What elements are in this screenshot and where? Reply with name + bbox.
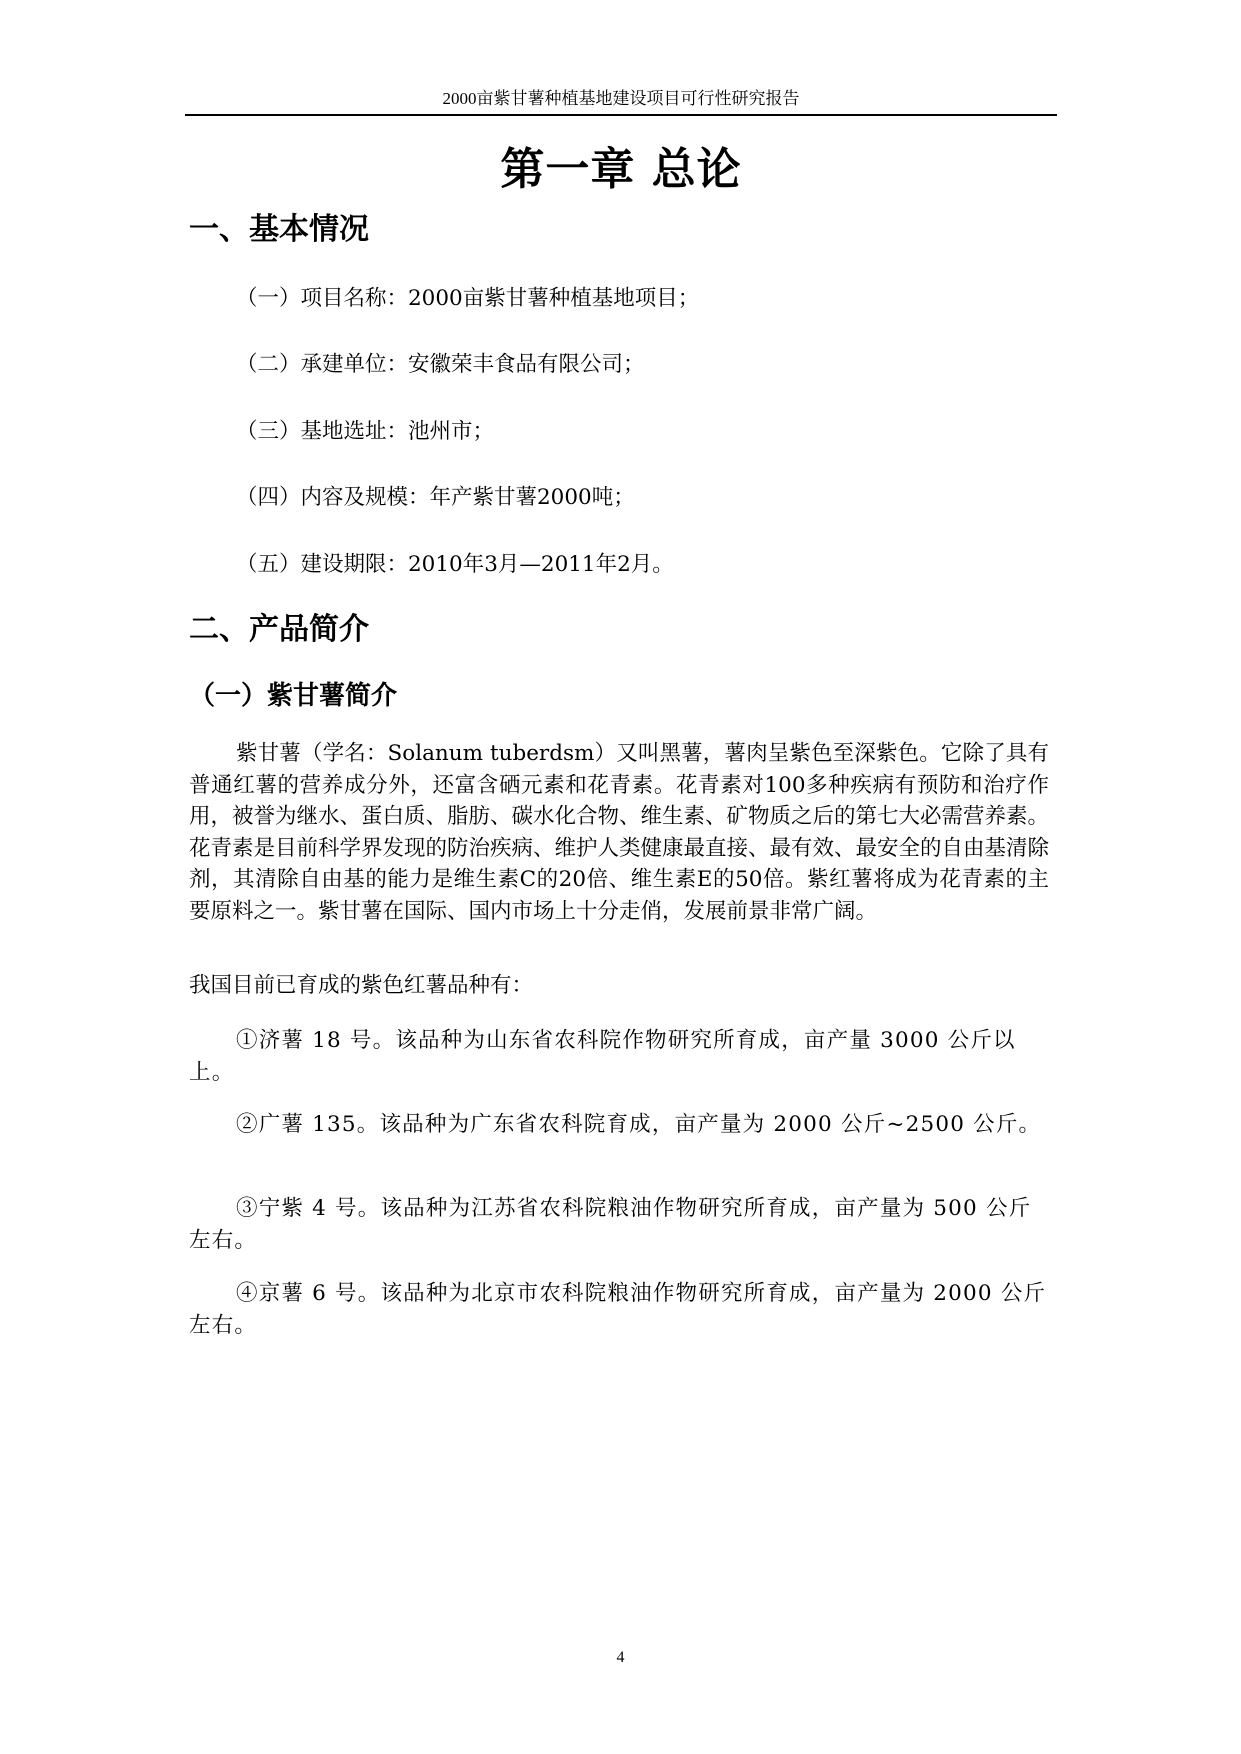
variety-item: ④京薯 6 号。该品种为北京市农科院粮油作物研究所育成，亩产量为 2000 公斤左右。 <box>189 1281 1047 1338</box>
page-number: 4 <box>616 1649 625 1666</box>
header-divider <box>185 114 1057 116</box>
info-item-contractor: （二）承建单位：安徽荣丰食品有限公司； <box>236 352 645 377</box>
variety-item: ③宁紫 4 号。该品种为江苏省农科院粮油作物研究所育成，亩产量为 500 公斤左右。 <box>189 1196 1032 1253</box>
running-header: 2000亩紫甘薯种植基地建设项目可行性研究报告 <box>442 89 800 108</box>
section-heading-basic-info: 一、基本情况 <box>189 212 369 247</box>
section-heading-product-intro: 二、产品简介 <box>189 612 369 647</box>
variety-item: ②广薯 135。该品种为广东省农科院育成，亩产量为 2000 公斤~2500 公斤。 <box>236 1112 1042 1137</box>
info-item-site: （三）基地选址：池州市； <box>236 419 495 444</box>
variety-item: ①济薯 18 号。该品种为山东省农科院作物研究所育成，亩产量 3000 公斤以上。 <box>189 1028 1016 1085</box>
info-item-scale: （四）内容及规模：年产紫甘薯2000吨； <box>236 485 635 510</box>
chapter-title: 第一章 总论 <box>500 144 742 195</box>
info-item-period: （五）建设期限：2010年3月—2011年2月。 <box>236 552 674 577</box>
info-item-project-name: （一）项目名称：2000亩紫甘薯种植基地项目； <box>236 286 700 311</box>
subheading-purple-sweet-potato: （一）紫甘薯简介 <box>189 681 398 711</box>
varieties-intro: 我国目前已育成的紫色红薯品种有： <box>189 973 534 998</box>
intro-paragraph: 紫甘薯（学名：Solanum tuberdsm）又叫黑薯，薯肉呈紫色至深紫色。它除了具有普通红薯的营养成分外，还富含硒元素和花青素。花青素对100多种疾病有预防和治疗作用，被誉为继水、蛋白质、脂肪、碳水化合物、维生素、矿物质之后的第七大必需营养素。花青素是目前科学界发现的防治疾病、维护人类健康最直接、最有效、最安全的自由基清除剂，其清除自由基的能力是维生素C的20倍、维生素E的50倍。紫红薯将成为花青素的主要原料之一。紫甘薯在国际、国内市场上十分走俏，发展前景非常广阔。 <box>189 741 1050 924</box>
